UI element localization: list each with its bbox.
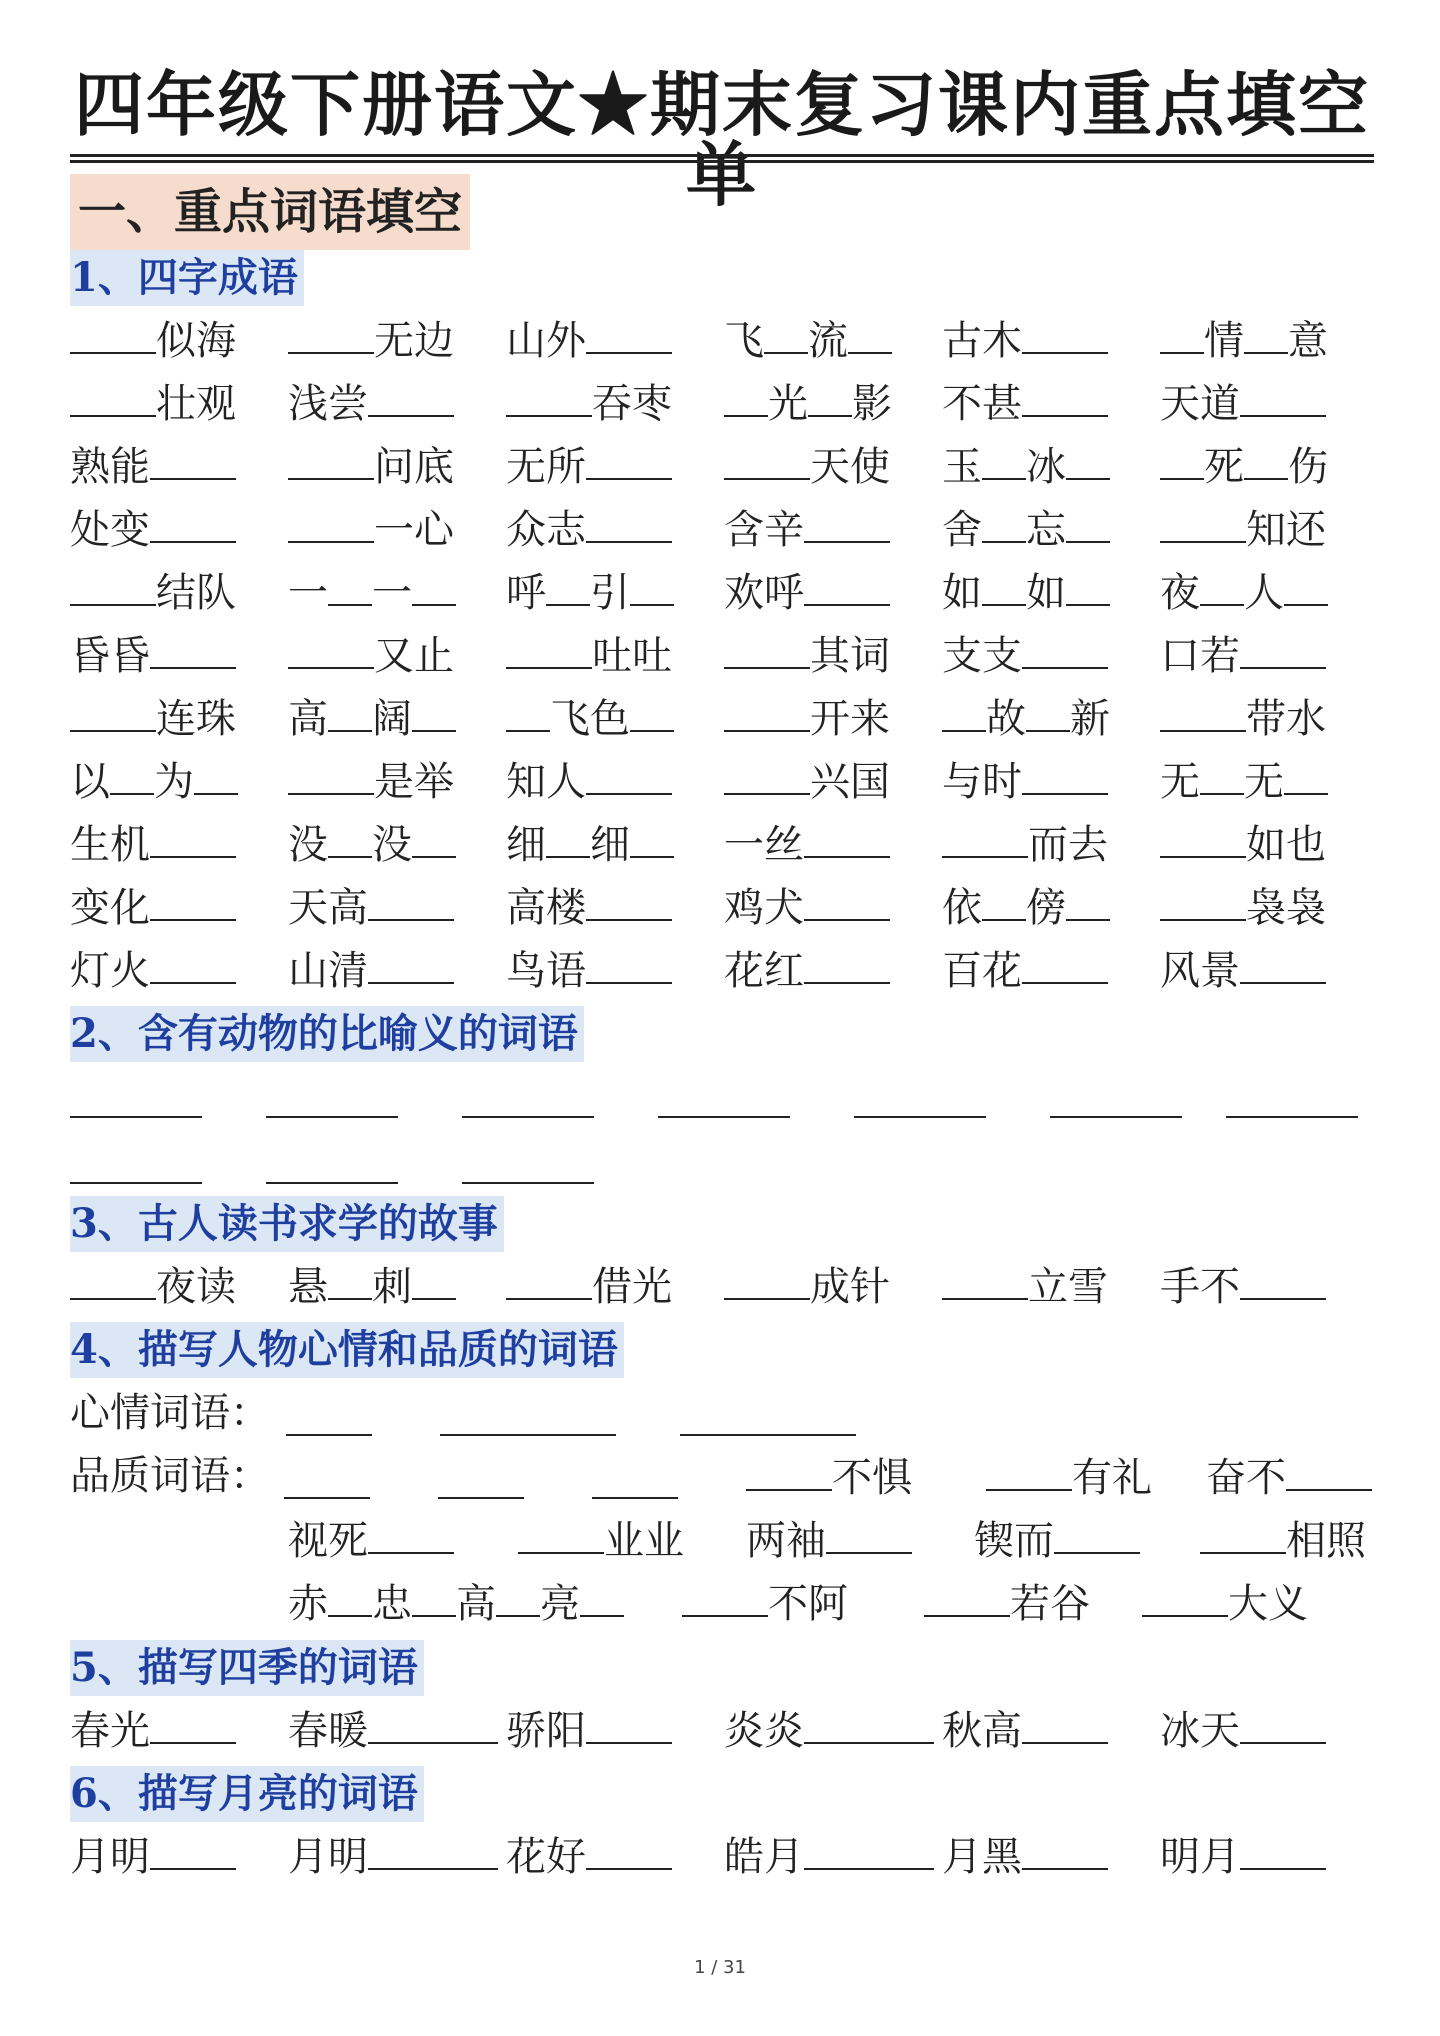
fill-in-item: 以 为 <box>70 751 238 809</box>
fill-in-row <box>0 1700 1300 1758</box>
fill-in-row <box>0 1573 1308 1631</box>
fill-in-item: 开来 <box>724 688 890 746</box>
blank[interactable] <box>368 1510 454 1554</box>
fill-in-item: 兴国 <box>724 751 890 809</box>
blank[interactable] <box>412 814 456 858</box>
sub-heading-moon: 6、描写月亮的词语 <box>70 1766 424 1822</box>
blank[interactable] <box>1022 625 1108 669</box>
blank[interactable] <box>150 877 236 921</box>
blank[interactable] <box>518 1510 604 1554</box>
fill-in-item: 高楼 <box>506 877 672 935</box>
blank[interactable] <box>70 688 156 732</box>
blank[interactable] <box>70 310 156 354</box>
fill-in-item: 知人 <box>506 751 672 809</box>
blank[interactable] <box>1200 751 1244 795</box>
blank[interactable] <box>150 940 236 984</box>
sub-heading-seasons: 5、描写四季的词语 <box>70 1640 424 1696</box>
blank[interactable] <box>150 814 236 858</box>
fill-in-item: 飞 流 <box>724 310 892 368</box>
blank[interactable] <box>586 436 672 480</box>
mood-word-blank[interactable] <box>680 1434 856 1436</box>
blank[interactable] <box>808 373 852 417</box>
blank[interactable] <box>1240 940 1326 984</box>
mood-words-label: 心情词语： <box>70 1390 270 1436</box>
fill-in-item: 壮观 <box>70 373 236 431</box>
blank[interactable] <box>368 877 454 921</box>
blank[interactable] <box>924 1573 1010 1617</box>
blank[interactable] <box>1240 1826 1326 1870</box>
blank[interactable] <box>1066 877 1110 921</box>
fill-in-item: 悬 刺 <box>288 1256 456 1314</box>
fill-in-row <box>0 940 1300 998</box>
blank[interactable] <box>682 1573 768 1617</box>
fill-in-row <box>0 1826 1300 1884</box>
fill-in-item: 欢呼 <box>724 562 890 620</box>
blank[interactable] <box>328 688 372 732</box>
fill-in-item: 大义 <box>1142 1573 1308 1631</box>
blank[interactable] <box>630 814 674 858</box>
blank[interactable] <box>1026 688 1070 732</box>
fill-in-item: 业业 <box>518 1510 684 1568</box>
fill-in-item: 冰天 <box>1160 1700 1326 1758</box>
blank[interactable] <box>586 877 672 921</box>
fill-in-item: 玉 冰 <box>942 436 1110 494</box>
blank[interactable] <box>586 751 672 795</box>
blank[interactable] <box>546 562 590 606</box>
blank[interactable] <box>1244 436 1288 480</box>
fill-in-item: 处变 <box>70 499 236 557</box>
blank[interactable] <box>70 562 156 606</box>
blank[interactable] <box>724 1256 810 1300</box>
blank[interactable] <box>942 814 1028 858</box>
blank[interactable] <box>412 1573 456 1617</box>
fill-in-item: 飞色 <box>506 688 674 746</box>
blank[interactable] <box>804 814 890 858</box>
fill-in-row <box>0 877 1326 935</box>
blank[interactable] <box>804 499 890 543</box>
fill-in-item: 炎炎 <box>724 1700 934 1758</box>
fill-in-item: 熟能 <box>70 436 236 494</box>
fill-in-item: 而去 <box>942 814 1108 872</box>
blank[interactable] <box>942 1256 1028 1300</box>
blank[interactable] <box>1240 625 1326 669</box>
fill-in-item: 吐吐 <box>506 625 672 683</box>
blank[interactable] <box>1160 814 1246 858</box>
fill-in-item: 风景 <box>1160 940 1326 998</box>
fill-in-item: 如也 <box>1160 814 1326 872</box>
fill-in-item: 赤 忠 高 亮 <box>288 1573 624 1631</box>
blank[interactable] <box>70 1256 156 1300</box>
fill-in-item: 口若 <box>1160 625 1326 683</box>
fill-in-item: 奋不 <box>1206 1447 1372 1505</box>
blank[interactable] <box>1066 436 1110 480</box>
blank[interactable] <box>1160 688 1246 732</box>
blank[interactable] <box>724 751 810 795</box>
blank[interactable] <box>1054 1510 1140 1554</box>
blank[interactable] <box>506 688 550 732</box>
fill-in-item: 皓月 <box>724 1826 934 1884</box>
fill-in-row <box>0 688 1326 746</box>
fill-in-row <box>0 1256 1300 1314</box>
fill-in-item: 借光 <box>506 1256 672 1314</box>
blank[interactable] <box>804 940 890 984</box>
fill-in-item: 含辛 <box>724 499 890 557</box>
blank[interactable] <box>412 688 456 732</box>
blank[interactable] <box>764 310 808 354</box>
blank[interactable] <box>1022 1826 1108 1870</box>
fill-in-item: 没 没 <box>288 814 456 872</box>
blank[interactable] <box>1200 1510 1286 1554</box>
fill-in-row <box>0 436 1328 494</box>
fill-in-item: 天道 <box>1160 373 1326 431</box>
fill-in-row <box>0 499 1326 557</box>
blank[interactable] <box>724 373 768 417</box>
fill-in-item: 无所 <box>506 436 672 494</box>
fill-in-item: 呼 引 <box>506 562 674 620</box>
blank[interactable] <box>580 1573 624 1617</box>
blank[interactable] <box>412 1256 456 1300</box>
blank[interactable] <box>1284 751 1328 795</box>
fill-in-item: 明月 <box>1160 1826 1326 1884</box>
fill-in-item: 视死 <box>288 1510 454 1568</box>
fill-in-item: 众志 <box>506 499 672 557</box>
fill-in-item: 情 意 <box>1160 310 1328 368</box>
fill-in-item: 立雪 <box>942 1256 1108 1314</box>
blank[interactable] <box>1240 1700 1326 1744</box>
fill-in-item: 知还 <box>1160 499 1326 557</box>
fill-in-item: 问底 <box>288 436 454 494</box>
blank[interactable] <box>1200 562 1244 606</box>
fill-in-item: 月明 <box>288 1826 498 1884</box>
fill-in-item: 有礼 <box>986 1447 1152 1505</box>
fill-in-item: 带水 <box>1160 688 1326 746</box>
blank-line[interactable] <box>266 1116 398 1118</box>
blank[interactable] <box>1066 562 1110 606</box>
blank[interactable] <box>368 940 454 984</box>
blank[interactable] <box>328 1256 372 1300</box>
blank[interactable] <box>328 1573 372 1617</box>
blank[interactable] <box>848 310 892 354</box>
blank[interactable] <box>288 310 374 354</box>
blank[interactable] <box>1160 877 1246 921</box>
fill-in-item: 夜读 <box>70 1256 236 1314</box>
blank[interactable] <box>826 1510 912 1554</box>
blank[interactable] <box>288 751 374 795</box>
fill-in-item: 手不 <box>1160 1256 1326 1314</box>
blank[interactable] <box>1022 751 1108 795</box>
blank[interactable] <box>724 688 810 732</box>
fill-in-item: 百花 <box>942 940 1108 998</box>
blank[interactable] <box>1284 562 1328 606</box>
page-number: 1 / 31 <box>694 1957 746 1978</box>
fill-in-item: 袅袅 <box>1160 877 1326 935</box>
blank[interactable] <box>1160 499 1246 543</box>
blank[interactable] <box>110 751 154 795</box>
fill-in-item: 昏昏 <box>70 625 236 683</box>
blank[interactable] <box>288 436 374 480</box>
blank[interactable] <box>496 1573 540 1617</box>
blank[interactable] <box>982 562 1026 606</box>
fill-in-row <box>0 1510 1366 1568</box>
blank-line[interactable] <box>854 1116 986 1118</box>
fill-in-item: 结队 <box>70 562 236 620</box>
fill-in-item: 浅尝 <box>288 373 454 431</box>
fill-in-item: 春光 <box>70 1700 236 1758</box>
fill-in-item: 成针 <box>724 1256 890 1314</box>
blank[interactable] <box>368 1700 498 1744</box>
fill-in-item: 连珠 <box>70 688 236 746</box>
fill-in-item: 光 影 <box>724 373 892 431</box>
fill-in-item: 似海 <box>70 310 236 368</box>
fill-in-item: 一丝 <box>724 814 890 872</box>
fill-in-item: 若谷 <box>924 1573 1090 1631</box>
title-rule-bottom <box>70 160 1374 163</box>
blank-line[interactable] <box>1050 1116 1182 1118</box>
fill-in-item: 又止 <box>288 625 454 683</box>
fill-in-item: 鸡犬 <box>724 877 890 935</box>
blank[interactable] <box>586 940 672 984</box>
fill-in-row <box>0 751 1300 809</box>
fill-in-item: 其词 <box>724 625 890 683</box>
sub-heading-character-words: 4、描写人物心情和品质的词语 <box>70 1322 624 1378</box>
fill-in-item: 天高 <box>288 877 454 935</box>
blank[interactable] <box>804 1826 934 1870</box>
blank[interactable] <box>288 499 374 543</box>
blank[interactable] <box>150 625 236 669</box>
blank[interactable] <box>1022 373 1108 417</box>
fill-in-item: 天使 <box>724 436 890 494</box>
sub-heading-idioms: 1、四字成语 <box>70 250 304 306</box>
blank[interactable] <box>328 562 372 606</box>
fill-in-item: 无 无 <box>1160 751 1328 809</box>
fill-in-item: 鸟语 <box>506 940 672 998</box>
sub-heading-ancient-stories: 3、古人读书求学的故事 <box>70 1196 504 1252</box>
blank-line[interactable] <box>1226 1116 1358 1118</box>
fill-in-item: 变化 <box>70 877 236 935</box>
fill-in-row <box>0 814 1326 872</box>
blank[interactable] <box>1160 436 1204 480</box>
blank[interactable] <box>724 625 810 669</box>
blank[interactable] <box>368 373 454 417</box>
fill-in-item: 吞枣 <box>506 373 672 431</box>
blank[interactable] <box>630 562 674 606</box>
blank[interactable] <box>150 1700 236 1744</box>
fill-in-item: 与时 <box>942 751 1108 809</box>
blank[interactable] <box>982 499 1026 543</box>
blank[interactable] <box>1022 1700 1108 1744</box>
quality-words-label: 品质词语： <box>70 1453 270 1499</box>
blank[interactable] <box>586 499 672 543</box>
sub-heading-animal-words: 2、含有动物的比喻义的词语 <box>70 1006 584 1062</box>
blank-line[interactable] <box>266 1182 398 1184</box>
blank[interactable] <box>942 688 986 732</box>
fill-in-item: 依 傍 <box>942 877 1110 935</box>
section-heading-1: 一、重点词语填空 <box>70 174 470 250</box>
blank[interactable] <box>1022 310 1108 354</box>
blank[interactable] <box>1244 310 1288 354</box>
blank[interactable] <box>288 625 374 669</box>
blank[interactable] <box>150 436 236 480</box>
blank[interactable] <box>982 877 1026 921</box>
blank[interactable] <box>1022 940 1108 984</box>
fill-in-item: 花好 <box>506 1826 672 1884</box>
fill-in-row <box>0 310 1328 368</box>
blank[interactable] <box>1286 1447 1372 1491</box>
fill-in-row <box>0 562 1300 620</box>
fill-in-item: 夜 人 <box>1160 562 1328 620</box>
blank[interactable] <box>412 562 456 606</box>
fill-in-item: 山清 <box>288 940 454 998</box>
fill-in-item: 花红 <box>724 940 890 998</box>
fill-in-item: 生机 <box>70 814 236 872</box>
blank[interactable] <box>506 373 592 417</box>
fill-in-item: 一 一 <box>288 562 456 620</box>
blank[interactable] <box>150 499 236 543</box>
fill-in-item: 春暖 <box>288 1700 498 1758</box>
blank[interactable] <box>1160 310 1204 354</box>
fill-in-item: 如 如 <box>942 562 1110 620</box>
blank-line[interactable] <box>658 1116 790 1118</box>
fill-in-row <box>0 1447 1300 1505</box>
fill-in-item: 舍 忘 <box>942 499 1110 557</box>
fill-in-item: 不甚 <box>942 373 1108 431</box>
fill-in-item: 一心 <box>288 499 454 557</box>
fill-in-item: 锲而 <box>974 1510 1140 1568</box>
blank[interactable] <box>804 877 890 921</box>
fill-in-item: 古木 <box>942 310 1108 368</box>
fill-in-item: 不惧 <box>746 1447 912 1505</box>
fill-in-item: 两袖 <box>746 1510 912 1568</box>
fill-in-item: 灯火 <box>70 940 236 998</box>
blank[interactable] <box>506 625 592 669</box>
blank[interactable] <box>368 1826 498 1870</box>
fill-in-item: 不阿 <box>682 1573 848 1631</box>
fill-in-item: 秋高 <box>942 1700 1108 1758</box>
blank[interactable] <box>328 814 372 858</box>
fill-in-row <box>0 373 1300 431</box>
blank[interactable] <box>1066 499 1110 543</box>
blank[interactable] <box>194 751 238 795</box>
fill-in-item: 骄阳 <box>506 1700 672 1758</box>
fill-in-item: 相照 <box>1200 1510 1366 1568</box>
fill-in-item: 月黑 <box>942 1826 1108 1884</box>
blank[interactable] <box>70 373 156 417</box>
blank-line[interactable] <box>70 1116 202 1118</box>
blank[interactable] <box>804 1700 934 1744</box>
fill-in-item: 细 细 <box>506 814 674 872</box>
blank[interactable] <box>746 1447 832 1491</box>
blank[interactable] <box>150 1826 236 1870</box>
blank-line[interactable] <box>70 1182 202 1184</box>
fill-in-item: 故 新 <box>942 688 1110 746</box>
blank-line[interactable] <box>462 1182 594 1184</box>
fill-in-item: 支支 <box>942 625 1108 683</box>
blank[interactable] <box>724 436 810 480</box>
fill-in-row <box>0 625 1300 683</box>
blank[interactable] <box>982 436 1026 480</box>
page-title: 四年级下册语文★期末复习课内重点填空单 <box>74 63 1370 216</box>
mood-word-blank[interactable] <box>440 1434 616 1436</box>
blank[interactable] <box>1142 1573 1228 1617</box>
blank[interactable] <box>804 562 890 606</box>
fill-in-item: 是举 <box>288 751 454 809</box>
blank[interactable] <box>546 814 590 858</box>
fill-in-item: 高 阔 <box>288 688 456 746</box>
blank[interactable] <box>986 1447 1072 1491</box>
fill-in-item: 无边 <box>288 310 454 368</box>
blank[interactable] <box>506 1256 592 1300</box>
blank[interactable] <box>1240 1256 1326 1300</box>
fill-in-item: 月明 <box>70 1826 236 1884</box>
mood-word-blank[interactable] <box>286 1434 372 1436</box>
blank[interactable] <box>1240 373 1326 417</box>
fill-in-item: 山外 <box>506 310 672 368</box>
title-rule-top <box>70 154 1374 157</box>
blank[interactable] <box>586 310 672 354</box>
blank-line[interactable] <box>462 1116 594 1118</box>
blank[interactable] <box>586 1700 672 1744</box>
blank[interactable] <box>586 1826 672 1870</box>
fill-in-item: 死 伤 <box>1160 436 1328 494</box>
blank[interactable] <box>630 688 674 732</box>
